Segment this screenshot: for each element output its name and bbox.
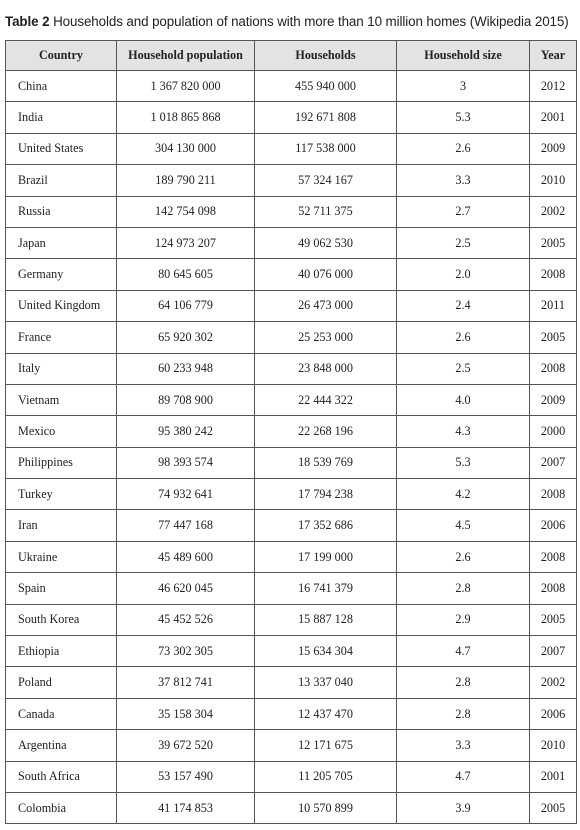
cell-year: 2006: [530, 510, 577, 541]
cell-household-population: 77 447 168: [117, 510, 255, 541]
cell-year: 2002: [530, 667, 577, 698]
cell-household-population: 304 130 000: [117, 133, 255, 164]
table-row: [6, 792, 577, 823]
cell-households: 17 199 000: [255, 541, 397, 572]
cell-year: 2008: [530, 259, 577, 290]
table-row: [6, 636, 577, 667]
table-caption-label: Table 2: [5, 14, 50, 29]
cell-year: 2008: [530, 353, 577, 384]
cell-household-size: 2.5: [397, 227, 530, 258]
cell-year: 2005: [530, 227, 577, 258]
cell-households: 192 671 808: [255, 102, 397, 133]
table-row: [6, 384, 577, 415]
cell-household-population: 98 393 574: [117, 447, 255, 478]
cell-households: 117 538 000: [255, 133, 397, 164]
header-households: Households: [255, 41, 397, 71]
cell-year: 2009: [530, 133, 577, 164]
cell-year: 2005: [530, 792, 577, 823]
table-row: [6, 102, 577, 133]
cell-country: South Korea: [6, 604, 117, 635]
table-row: [6, 290, 577, 321]
cell-household-size: 3.3: [397, 165, 530, 196]
cell-household-population: 1 018 865 868: [117, 102, 255, 133]
cell-year: 2008: [530, 479, 577, 510]
cell-year: 2010: [530, 730, 577, 761]
cell-households: 25 253 000: [255, 322, 397, 353]
cell-households: 15 887 128: [255, 604, 397, 635]
cell-households: 11 205 705: [255, 761, 397, 792]
cell-year: 2006: [530, 698, 577, 729]
cell-year: 2005: [530, 604, 577, 635]
cell-household-size: 4.2: [397, 479, 530, 510]
cell-households: 12 437 470: [255, 698, 397, 729]
cell-household-population: 124 973 207: [117, 227, 255, 258]
table-row: [6, 196, 577, 227]
table-row: [6, 667, 577, 698]
cell-household-size: 2.8: [397, 698, 530, 729]
table-caption: [5, 14, 577, 29]
cell-household-size: 4.7: [397, 636, 530, 667]
cell-country: United Kingdom: [6, 290, 117, 321]
cell-year: 2007: [530, 447, 577, 478]
cell-household-population: 142 754 098: [117, 196, 255, 227]
cell-country: Russia: [6, 196, 117, 227]
cell-household-size: 4.7: [397, 761, 530, 792]
cell-household-size: 5.3: [397, 102, 530, 133]
cell-country: Iran: [6, 510, 117, 541]
header-year: Year: [530, 41, 577, 71]
cell-households: 455 940 000: [255, 71, 397, 102]
cell-household-population: 89 708 900: [117, 384, 255, 415]
cell-household-population: 37 812 741: [117, 667, 255, 698]
cell-households: 10 570 899: [255, 792, 397, 823]
cell-year: 2000: [530, 416, 577, 447]
table-row: [6, 698, 577, 729]
cell-household-population: 95 380 242: [117, 416, 255, 447]
cell-household-population: 73 302 305: [117, 636, 255, 667]
cell-household-size: 2.6: [397, 541, 530, 572]
cell-country: Philippines: [6, 447, 117, 478]
cell-household-population: 45 489 600: [117, 541, 255, 572]
table-row: [6, 259, 577, 290]
cell-household-size: 2.0: [397, 259, 530, 290]
cell-country: India: [6, 102, 117, 133]
cell-country: Argentina: [6, 730, 117, 761]
cell-household-size: 2.8: [397, 573, 530, 604]
cell-household-population: 46 620 045: [117, 573, 255, 604]
cell-household-size: 3.3: [397, 730, 530, 761]
cell-household-population: 189 790 211: [117, 165, 255, 196]
table-row: [6, 541, 577, 572]
cell-households: 22 444 322: [255, 384, 397, 415]
table-row: [6, 730, 577, 761]
cell-country: Vietnam: [6, 384, 117, 415]
cell-household-size: 2.9: [397, 604, 530, 635]
cell-households: 12 171 675: [255, 730, 397, 761]
cell-households: 49 062 530: [255, 227, 397, 258]
cell-household-size: 4.3: [397, 416, 530, 447]
cell-year: 2005: [530, 322, 577, 353]
cell-year: 2001: [530, 761, 577, 792]
cell-household-population: 45 452 526: [117, 604, 255, 635]
cell-year: 2002: [530, 196, 577, 227]
cell-households: 57 324 167: [255, 165, 397, 196]
table-row: [6, 479, 577, 510]
table-caption-text: Households and population of nations with more than 10 million homes (Wikipedia 2015): [53, 14, 569, 29]
cell-households: 18 539 769: [255, 447, 397, 478]
cell-household-population: 64 106 779: [117, 290, 255, 321]
table-body: [6, 71, 577, 824]
table-row: [6, 416, 577, 447]
cell-year: 2010: [530, 165, 577, 196]
cell-country: South Africa: [6, 761, 117, 792]
cell-country: China: [6, 71, 117, 102]
cell-household-population: 1 367 820 000: [117, 71, 255, 102]
cell-country: Ukraine: [6, 541, 117, 572]
cell-household-size: 2.8: [397, 667, 530, 698]
cell-household-population: 60 233 948: [117, 353, 255, 384]
cell-household-population: 35 158 304: [117, 698, 255, 729]
cell-country: Mexico: [6, 416, 117, 447]
table-row: [6, 353, 577, 384]
cell-households: 13 337 040: [255, 667, 397, 698]
table-row: [6, 71, 577, 102]
households-table: [5, 40, 577, 824]
cell-household-size: 2.7: [397, 196, 530, 227]
cell-country: Japan: [6, 227, 117, 258]
cell-country: Germany: [6, 259, 117, 290]
cell-household-population: 65 920 302: [117, 322, 255, 353]
cell-country: Italy: [6, 353, 117, 384]
cell-households: 23 848 000: [255, 353, 397, 384]
table-row: [6, 447, 577, 478]
cell-year: 2007: [530, 636, 577, 667]
cell-household-size: 2.6: [397, 322, 530, 353]
header-household-size: Household size: [397, 41, 530, 71]
cell-year: 2011: [530, 290, 577, 321]
table-row: [6, 604, 577, 635]
cell-country: Poland: [6, 667, 117, 698]
cell-households: 22 268 196: [255, 416, 397, 447]
cell-household-size: 4.0: [397, 384, 530, 415]
cell-country: Brazil: [6, 165, 117, 196]
cell-households: 16 741 379: [255, 573, 397, 604]
cell-household-size: 2.6: [397, 133, 530, 164]
table-row: [6, 510, 577, 541]
cell-household-size: 5.3: [397, 447, 530, 478]
cell-household-population: 53 157 490: [117, 761, 255, 792]
table-header: [6, 41, 577, 71]
table-row: [6, 165, 577, 196]
cell-household-population: 74 932 641: [117, 479, 255, 510]
cell-year: 2012: [530, 71, 577, 102]
cell-households: 40 076 000: [255, 259, 397, 290]
cell-household-population: 80 645 605: [117, 259, 255, 290]
cell-country: Colombia: [6, 792, 117, 823]
cell-households: 52 711 375: [255, 196, 397, 227]
cell-households: 17 352 686: [255, 510, 397, 541]
cell-year: 2008: [530, 541, 577, 572]
table-row: [6, 133, 577, 164]
cell-country: Turkey: [6, 479, 117, 510]
table-row: [6, 322, 577, 353]
cell-households: 17 794 238: [255, 479, 397, 510]
cell-household-population: 41 174 853: [117, 792, 255, 823]
table-row: [6, 761, 577, 792]
table-row: [6, 227, 577, 258]
cell-household-population: 39 672 520: [117, 730, 255, 761]
cell-households: 15 634 304: [255, 636, 397, 667]
header-country: Country: [6, 41, 117, 71]
cell-household-size: 4.5: [397, 510, 530, 541]
cell-household-size: 3: [397, 71, 530, 102]
cell-household-size: 2.4: [397, 290, 530, 321]
cell-households: 26 473 000: [255, 290, 397, 321]
cell-country: Spain: [6, 573, 117, 604]
cell-year: 2001: [530, 102, 577, 133]
cell-country: Ethiopia: [6, 636, 117, 667]
cell-household-size: 2.5: [397, 353, 530, 384]
cell-year: 2009: [530, 384, 577, 415]
cell-country: Canada: [6, 698, 117, 729]
cell-household-size: 3.9: [397, 792, 530, 823]
cell-year: 2008: [530, 573, 577, 604]
table-row: [6, 573, 577, 604]
header-household-population: Household population: [117, 41, 255, 71]
cell-country: France: [6, 322, 117, 353]
header-row: [6, 41, 577, 71]
cell-country: United States: [6, 133, 117, 164]
